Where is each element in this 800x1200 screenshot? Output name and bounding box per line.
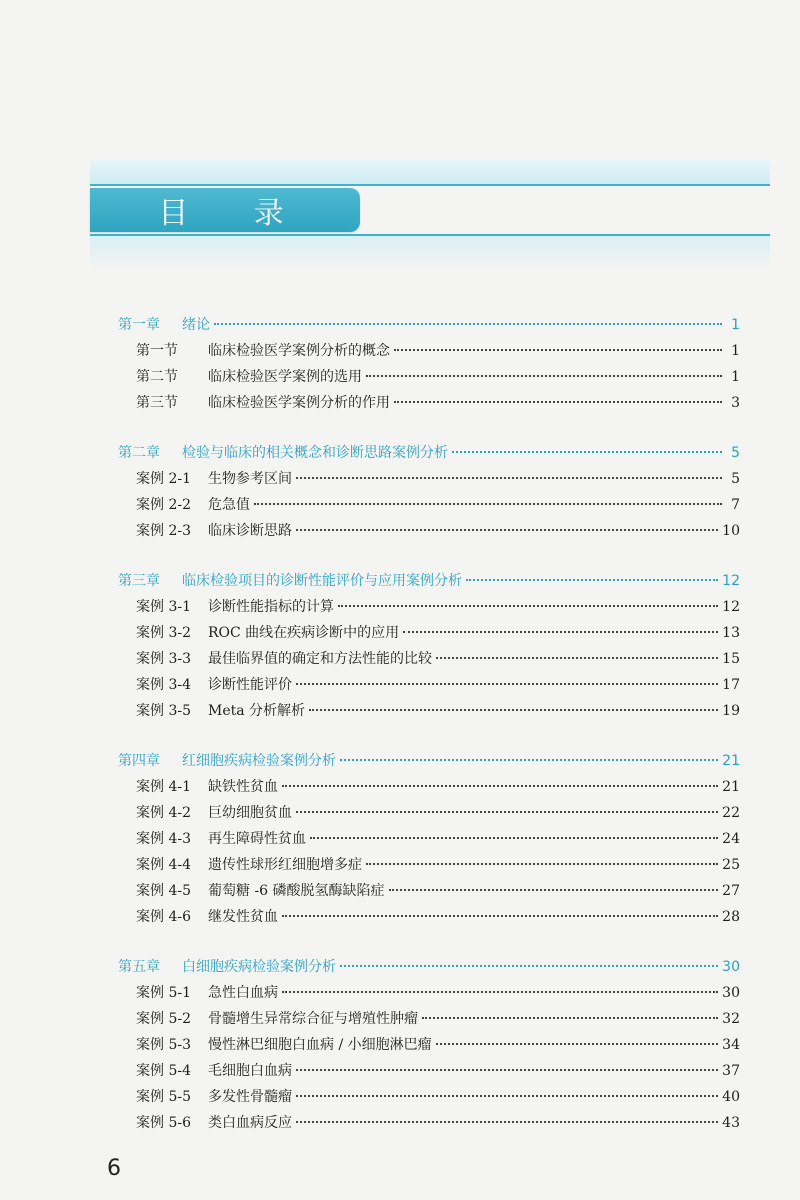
entry-title: ROC 曲线在疾病诊断中的应用 (208, 625, 400, 641)
dot-leader (394, 401, 722, 403)
entry-title: 多发性骨髓瘤 (208, 1089, 292, 1105)
entry-title: 临床诊断思路 (208, 523, 292, 539)
entry-page: 34 (722, 1037, 740, 1053)
entry-number: 案例 4-4 (136, 857, 191, 873)
toc-entry[interactable] (118, 594, 740, 620)
table-of-contents (118, 312, 740, 1160)
entry-number: 案例 5-6 (136, 1115, 191, 1131)
entry-number: 案例 3-1 (136, 599, 191, 615)
toc-entry[interactable] (118, 620, 740, 646)
entry-title: Meta 分析解析 (208, 703, 306, 719)
entry-page: 15 (722, 651, 740, 667)
entry-page: 25 (722, 857, 740, 873)
entry-number: 案例 4-2 (136, 805, 191, 821)
entry-number: 案例 5-3 (136, 1037, 191, 1053)
dot-leader (403, 631, 718, 633)
dot-leader (466, 579, 718, 581)
entry-page: 1 (731, 343, 740, 359)
entry-title: 临床检验医学案例分析的作用 (208, 395, 390, 411)
entry-number: 案例 3-3 (136, 651, 191, 667)
entry-page: 3 (731, 395, 740, 411)
page-title: 目 录 (158, 196, 312, 231)
toc-entry[interactable] (118, 800, 740, 826)
entry-number: 第一节 (136, 343, 178, 359)
entry-page: 28 (722, 909, 740, 925)
chapter-heading[interactable] (118, 312, 740, 338)
toc-entry[interactable] (118, 338, 740, 364)
chapter-heading[interactable] (118, 954, 740, 980)
chapter-3 (118, 568, 740, 724)
chapter-page: 5 (731, 445, 740, 461)
chapter-page: 21 (722, 753, 740, 769)
entry-number: 案例 4-1 (136, 779, 191, 795)
entry-page: 13 (722, 625, 740, 641)
dot-leader (338, 605, 718, 607)
dot-leader (296, 811, 718, 813)
dot-leader (340, 965, 718, 967)
entry-number: 案例 4-6 (136, 909, 191, 925)
toc-entry[interactable] (118, 698, 740, 724)
entry-page: 24 (722, 831, 740, 847)
dot-leader (310, 837, 718, 839)
entry-title: 诊断性能指标的计算 (208, 599, 334, 615)
toc-entry[interactable] (118, 980, 740, 1006)
entry-number: 案例 5-1 (136, 985, 191, 1001)
title-tab (90, 188, 360, 232)
entry-title: 诊断性能评价 (208, 677, 292, 693)
entry-number: 案例 4-3 (136, 831, 191, 847)
dot-leader (394, 349, 722, 351)
chapter-2 (118, 440, 740, 544)
chapter-number: 第四章 (118, 753, 160, 769)
entry-page: 1 (731, 369, 740, 385)
entry-page: 7 (731, 497, 740, 513)
entry-title: 生物参考区间 (208, 471, 292, 487)
entry-page: 17 (722, 677, 740, 693)
chapter-heading[interactable] (118, 568, 740, 594)
chapter-title: 红细胞疾病检验案例分析 (182, 753, 336, 769)
dot-leader (282, 915, 718, 917)
entry-title: 急性白血病 (208, 985, 278, 1001)
dot-leader (422, 1017, 718, 1019)
entry-page: 32 (722, 1011, 740, 1027)
dot-leader (309, 709, 718, 711)
toc-entry[interactable] (118, 364, 740, 390)
entry-page: 22 (722, 805, 740, 821)
dot-leader (296, 477, 722, 479)
dot-leader (254, 503, 722, 505)
entry-page: 40 (722, 1089, 740, 1105)
chapter-number: 第三章 (118, 573, 160, 589)
dot-leader (436, 657, 718, 659)
dot-leader (452, 451, 722, 453)
dot-leader (282, 785, 718, 787)
toc-entry[interactable] (118, 1006, 740, 1032)
chapter-page: 1 (731, 317, 740, 333)
entry-title: 毛细胞白血病 (208, 1063, 292, 1079)
chapter-heading[interactable] (118, 748, 740, 774)
chapter-title: 白细胞疾病检验案例分析 (182, 959, 336, 975)
entry-number: 案例 3-2 (136, 625, 191, 641)
toc-entry[interactable] (118, 390, 740, 416)
chapter-title: 检验与临床的相关概念和诊断思路案例分析 (182, 445, 448, 461)
entry-number: 案例 3-4 (136, 677, 191, 693)
entry-number: 第三节 (136, 395, 178, 411)
toc-entry[interactable] (118, 1058, 740, 1084)
entry-title: 骨髓增生异常综合征与增殖性肿瘤 (208, 1011, 418, 1027)
toc-entry[interactable] (118, 1110, 740, 1136)
entry-page: 37 (722, 1063, 740, 1079)
entry-title: 继发性贫血 (208, 909, 278, 925)
chapter-heading[interactable] (118, 440, 740, 466)
entry-title: 最佳临界值的确定和方法性能的比较 (208, 651, 432, 667)
dot-leader (296, 529, 718, 531)
chapter-title: 绪论 (182, 317, 210, 333)
entry-number: 案例 2-1 (136, 471, 191, 487)
dot-leader (389, 889, 719, 891)
chapter-title: 临床检验项目的诊断性能评价与应用案例分析 (182, 573, 462, 589)
toc-entry[interactable] (118, 492, 740, 518)
entry-title: 缺铁性贫血 (208, 779, 278, 795)
chapter-page: 30 (722, 959, 740, 975)
entry-title: 临床检验医学案例分析的概念 (208, 343, 390, 359)
chapter-1 (118, 312, 740, 416)
entry-number: 案例 2-2 (136, 497, 191, 513)
page-number: 6 (107, 1156, 121, 1181)
entry-number: 案例 5-4 (136, 1063, 191, 1079)
toc-entry[interactable] (118, 852, 740, 878)
entry-title: 巨幼细胞贫血 (208, 805, 292, 821)
entry-title: 再生障碍性贫血 (208, 831, 306, 847)
entry-number: 案例 4-5 (136, 883, 191, 899)
dot-leader (436, 1043, 719, 1045)
dot-leader (296, 1095, 718, 1097)
entry-page: 12 (722, 599, 740, 615)
entry-page: 27 (722, 883, 740, 899)
toc-entry[interactable] (118, 466, 740, 492)
entry-number: 第二节 (136, 369, 178, 385)
dot-leader (340, 759, 718, 761)
entry-page: 10 (722, 523, 740, 539)
toc-entry[interactable] (118, 1032, 740, 1058)
entry-number: 案例 2-3 (136, 523, 191, 539)
entry-title: 临床检验医学案例的选用 (208, 369, 362, 385)
dot-leader (296, 683, 718, 685)
entry-page: 21 (722, 779, 740, 795)
header-rule-top (90, 184, 770, 186)
entry-title: 慢性淋巴细胞白血病 / 小细胞淋巴瘤 (208, 1037, 432, 1053)
toc-entry[interactable] (118, 904, 740, 930)
toc-entry[interactable] (118, 672, 740, 698)
entry-number: 案例 5-2 (136, 1011, 191, 1027)
entry-number: 案例 3-5 (136, 703, 191, 719)
entry-title: 葡萄糖 -6 磷酸脱氢酶缺陷症 (208, 883, 385, 899)
dot-leader (366, 375, 722, 377)
dot-leader (296, 1069, 718, 1071)
entry-page: 5 (731, 471, 740, 487)
entry-title: 危急值 (208, 497, 250, 513)
toc-entry[interactable] (118, 646, 740, 672)
entry-title: 遗传性球形红细胞增多症 (208, 857, 362, 873)
entry-page: 19 (722, 703, 740, 719)
chapter-page: 12 (722, 573, 740, 589)
chapter-5 (118, 954, 740, 1136)
toc-entry[interactable] (118, 518, 740, 544)
chapter-number: 第一章 (118, 317, 160, 333)
toc-entry[interactable] (118, 878, 740, 904)
dot-leader (296, 1121, 718, 1123)
dot-leader (282, 991, 718, 993)
entry-number: 案例 5-5 (136, 1089, 191, 1105)
entry-page: 43 (722, 1115, 740, 1131)
entry-title: 类白血病反应 (208, 1115, 292, 1131)
chapter-4 (118, 748, 740, 930)
entry-page: 30 (722, 985, 740, 1001)
chapter-number: 第二章 (118, 445, 160, 461)
toc-entry[interactable] (118, 774, 740, 800)
dot-leader (214, 323, 722, 325)
header-band (90, 160, 770, 186)
header-fade (90, 236, 770, 270)
toc-entry[interactable] (118, 826, 740, 852)
chapter-number: 第五章 (118, 959, 160, 975)
toc-entry[interactable] (118, 1084, 740, 1110)
dot-leader (366, 863, 718, 865)
